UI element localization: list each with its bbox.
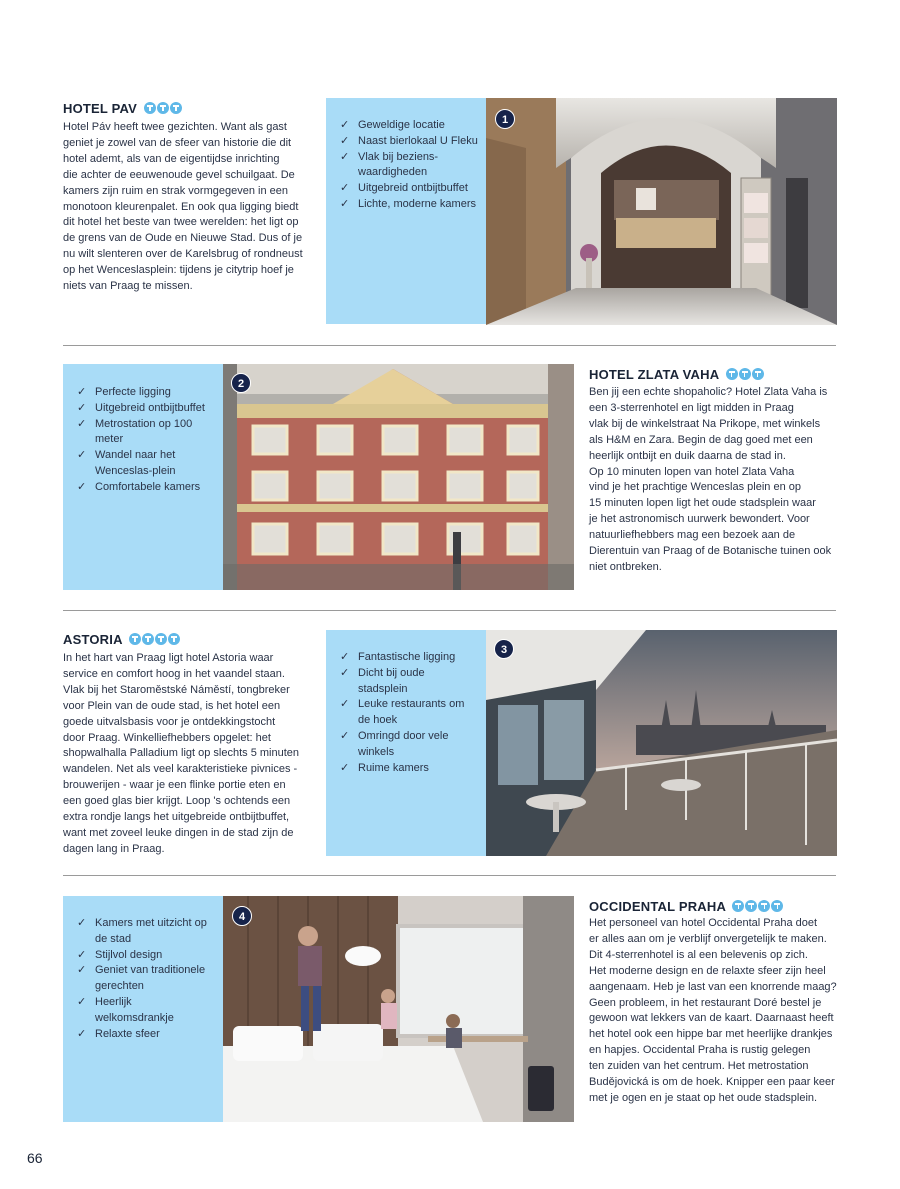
features-box [63,896,223,1122]
star-icon [739,368,751,380]
star-icon [157,102,169,114]
star-icon [142,633,154,645]
feature-item: ✓ Metrostation op 100 meter [73,417,223,449]
hotel-title-astoria [63,632,180,647]
lobby-illustration [486,98,837,325]
hotel-photo-facade [223,364,574,590]
hotel-description: Hotel Páv heeft twee gezichten. Want als gast geniet je zowel van de sfeer van historie die dit hotel ademt, als van de eigentijdse inrichting die achter de eeuwenoude gevel schuilgaat. De kamers zijn ruim en strak vormgegeven in een monotoon kleurenpalet. En ook qua ligging biedt dit hotel het beste van twee werelden: het ligt op de grens van de Oude en Nieuwe Stad. Dus of je nu wilt slenteren over de Karelsbrug of rondneust op het Wenceslasplein: tijdens je citytrip hoef je niets van Praag te missen. [63,121,303,293]
hotel-title-zlata-vaha [589,367,764,382]
hotel-photo-bedroom [223,896,574,1122]
feature-item: ✓ Lichte, moderne kamers [336,197,486,213]
star-icon [129,633,141,645]
hotel-title-occidental-praha [589,899,783,914]
feature-item: ✓ Stijlvol design [73,948,223,964]
star-icon [155,633,167,645]
feature-item: ✓ Omringd door vele winkels [336,729,486,761]
feature-item: ✓ Perfecte ligging [73,385,223,401]
feature-item: ✓ Ruime kamers [336,761,486,777]
feature-list [73,385,223,496]
hotel-description: Ben jij een echte shopaholic? Hotel Zlata Vaha is een 3-sterrenhotel en ligt midden in Praag vlak bij de winkelstraat Na Prikope, met winkels als H&M en Zara. Begin de dag goed met een heerlijk ontbijt en duik daarna de stad in. Op 10 minuten lopen van hotel Zlata Vaha vind je het prachtige Wenceslas plein en op 15 minuten lopen ligt het oude stadsplein waar je het astronomisch uurwerk bewondert. Voor natuurliefhebbers mag een bezoek aan de Dierentuin van Praag of de Botanische tuinen ook niet ontbreken. [589,386,832,573]
star-icon [726,368,738,380]
photo-number-badge: 3 [494,639,514,659]
photo-number-badge: 4 [232,906,252,926]
feature-item: ✓ Geweldige locatie [336,118,486,134]
star-rating [129,633,180,645]
hotel-photo-terrace [486,630,837,856]
hotel-name: OCCIDENTAL PRAHA [589,899,726,914]
star-icon [168,633,180,645]
feature-list [336,118,486,213]
features-box [326,98,486,324]
star-icon [732,900,744,912]
star-icon [758,900,770,912]
star-rating [144,102,182,114]
feature-item: ✓ Geniet van traditionele gerechten [73,963,223,995]
hotel-name: HOTEL PAV [63,101,138,116]
section-divider [63,610,836,611]
hotel-photo-lobby [486,98,837,325]
star-rating [726,368,764,380]
feature-item: ✓ Heerlijk welkomsdrankje [73,995,223,1027]
facade-illustration [223,364,574,590]
feature-item: ✓ Uitgebreid ontbijtbuffet [336,181,486,197]
feature-item: ✓ Relaxte sfeer [73,1027,223,1043]
hotel-title-pav [63,101,182,116]
star-icon [144,102,156,114]
hotel-description: In het hart van Praag ligt hotel Astoria waar service en comfort hoog in het vaandel staan. Vlak bij het Staroměstské Náměstí, tongbreker voor Plein van de oude stad, is het hotel een goede uitvalsbasis voor je ontdekkingstocht door Praag. Winkelliefhebbers opgelet: het shopwalhalla Palladium ligt op slechts 5 minuten wandelen. Net als veel karakteristieke pivnices - brouwerijen - waar je een flinke portie eten en een goed glas bier krijgt. Loop 's ochtends een extra rondje langs het uitgebreide ontbijtbuffet, want met zoveel leuke dingen in de stad zijn de dagen lang in Praag. [63,652,300,855]
photo-number-badge: 2 [231,373,251,393]
terrace-illustration [486,630,837,856]
photo-number-badge: 1 [495,109,515,129]
hotel-name: ASTORIA [63,632,123,647]
section-divider [63,345,836,346]
features-box [326,630,486,856]
feature-item: ✓ Naast bierlokaal U Fleku [336,134,486,150]
feature-item: ✓ Wandel naar het Wenceslas-plein [73,448,223,480]
feature-item: ✓ Comfortabele kamers [73,480,223,496]
feature-item: ✓ Kamers met uitzicht op de stad [73,916,223,948]
hotel-description: Het personeel van hotel Occidental Praha doet er alles aan om je verblijf onvergetelijk te maken. Dit 4-sterrenhotel is al een belevenis op zich. Het moderne design en de relaxte sfeer zijn heel aangenaam. Heb je last van een knorrende maag? Geen probleem, in het restaurant Doré bestel je gewoon wat lekkers van de kaart. Daarnaast heeft het hotel ook een hippe bar met heerlijke drankjes en hapjes. Occidental Praha is rustig gelegen ten zuiden van het centrum. Het metrostation Budějovická is om de hoek. Knipper een paar keer met je ogen en je staat op het oude stadsplein. [589,917,837,1104]
star-icon [745,900,757,912]
feature-item: ✓ Leuke restaurants om de hoek [336,697,486,729]
section-divider [63,875,836,876]
bedroom-illustration [223,896,574,1122]
star-icon [170,102,182,114]
star-rating [732,900,783,912]
star-icon [752,368,764,380]
page-number: 66 [27,1150,43,1166]
features-box [63,364,223,590]
feature-list [336,650,486,776]
feature-item: ✓ Vlak bij beziens- waardigheden [336,150,486,182]
hotel-name: HOTEL ZLATA VAHA [589,367,719,382]
feature-item: ✓ Dicht bij oude stadsplein [336,666,486,698]
feature-item: ✓ Uitgebreid ontbijtbuffet [73,401,223,417]
feature-list [73,916,223,1042]
feature-item: ✓ Fantastische ligging [336,650,486,666]
star-icon [771,900,783,912]
